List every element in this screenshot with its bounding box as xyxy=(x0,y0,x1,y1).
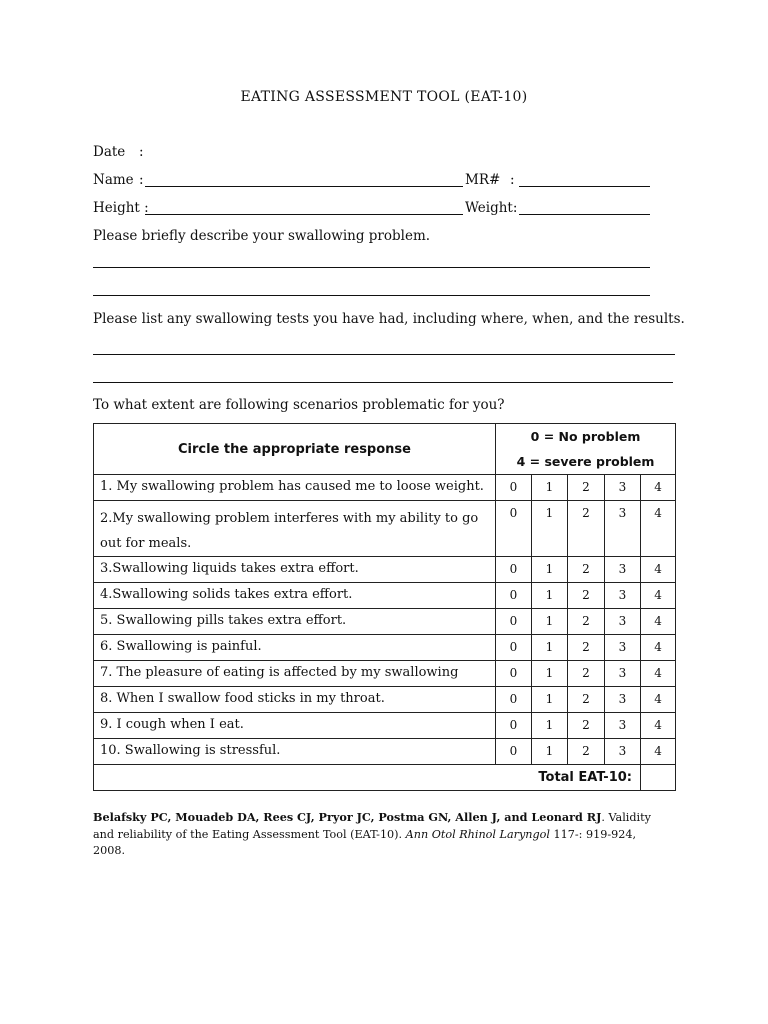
name-colon: : xyxy=(139,172,144,188)
question-text: 6. Swallowing is painful. xyxy=(94,635,496,661)
score-option-1[interactable]: 1 xyxy=(532,583,568,609)
question-row xyxy=(94,609,676,635)
question-text: 4.Swallowing solids takes extra effort. xyxy=(94,583,496,609)
scale-max-legend: 4 = severe problem xyxy=(516,454,655,469)
score-option-1[interactable]: 1 xyxy=(532,475,568,501)
score-option-3[interactable]: 3 xyxy=(605,687,641,713)
question-text: 2.My swallowing problem interferes with my ability to go out for meals. xyxy=(94,501,496,557)
score-option-1[interactable]: 1 xyxy=(532,661,568,687)
score-option-4[interactable]: 4 xyxy=(641,739,676,765)
extent-prompt: To what extent are following scenarios problematic for you? xyxy=(93,397,505,413)
score-option-4[interactable]: 4 xyxy=(641,609,676,635)
describe-prompt: Please briefly describe your swallowing problem. xyxy=(93,228,431,244)
question-row xyxy=(94,713,676,739)
score-option-4[interactable]: 4 xyxy=(641,475,676,501)
weight-field[interactable] xyxy=(519,214,650,215)
total-value[interactable] xyxy=(641,765,676,791)
describe-line-2[interactable] xyxy=(93,295,650,296)
score-option-3[interactable]: 3 xyxy=(605,661,641,687)
date-label: Date xyxy=(93,144,126,160)
question-text: 8. When I swallow food sticks in my throat. xyxy=(94,687,496,713)
reference-journal: Ann Otol Rhinol Laryngol xyxy=(405,827,550,841)
score-option-4[interactable]: 4 xyxy=(641,713,676,739)
score-option-0[interactable]: 0 xyxy=(496,475,532,501)
score-option-2[interactable]: 2 xyxy=(568,713,605,739)
height-field[interactable] xyxy=(145,214,463,215)
question-text: 10. Swallowing is stressful. xyxy=(94,739,496,765)
question-row xyxy=(94,557,676,583)
header-scale xyxy=(496,424,676,475)
score-option-2[interactable]: 2 xyxy=(568,501,605,557)
score-option-0[interactable]: 0 xyxy=(496,713,532,739)
question-text: 1. My swallowing problem has caused me to loose weight. xyxy=(94,475,496,501)
height-label: Height : xyxy=(93,200,149,216)
mr-colon: : xyxy=(510,172,515,188)
question-row xyxy=(94,661,676,687)
mr-label: MR# xyxy=(465,172,501,188)
score-option-2[interactable]: 2 xyxy=(568,687,605,713)
reference-text: . Validity and reliability of the Eating Assessment Tool (EAT-10). xyxy=(93,811,651,841)
score-option-4[interactable]: 4 xyxy=(641,557,676,583)
score-option-2[interactable]: 2 xyxy=(568,475,605,501)
question-row xyxy=(94,739,676,765)
score-option-1[interactable]: 1 xyxy=(532,501,568,557)
question-text: 9. I cough when I eat. xyxy=(94,713,496,739)
date-colon: : xyxy=(139,144,144,160)
question-row xyxy=(94,475,676,501)
score-option-3[interactable]: 3 xyxy=(605,635,641,661)
name-field[interactable] xyxy=(145,186,463,187)
question-row xyxy=(94,501,676,557)
score-option-3[interactable]: 3 xyxy=(605,609,641,635)
header-instruction: Circle the appropriate response xyxy=(94,424,496,475)
tests-line-2[interactable] xyxy=(93,382,673,383)
total-label: Total EAT-10: xyxy=(94,765,641,791)
score-option-1[interactable]: 1 xyxy=(532,609,568,635)
question-row xyxy=(94,687,676,713)
scale-min-legend: 0 = No problem xyxy=(530,429,641,444)
score-option-0[interactable]: 0 xyxy=(496,501,532,557)
score-option-2[interactable]: 2 xyxy=(568,609,605,635)
reference-citation: 117-: 919-924, 2008. xyxy=(93,827,637,857)
score-option-2[interactable]: 2 xyxy=(568,739,605,765)
total-row xyxy=(94,765,676,791)
score-option-1[interactable]: 1 xyxy=(532,687,568,713)
score-option-2[interactable]: 2 xyxy=(568,635,605,661)
tests-prompt: Please list any swallowing tests you have had, including where, when, and the results. xyxy=(93,311,685,327)
score-option-4[interactable]: 4 xyxy=(641,687,676,713)
eat10-table xyxy=(93,423,676,791)
score-option-0[interactable]: 0 xyxy=(496,739,532,765)
score-option-2[interactable]: 2 xyxy=(568,583,605,609)
weight-label: Weight: xyxy=(465,200,518,216)
score-option-2[interactable]: 2 xyxy=(568,557,605,583)
reference-authors: Belafsky PC, Mouadeb DA, Rees CJ, Pryor JC, Postma GN, Allen J, and Leonard RJ xyxy=(93,810,602,824)
score-option-1[interactable]: 1 xyxy=(532,739,568,765)
score-option-1[interactable]: 1 xyxy=(532,557,568,583)
question-text: 3.Swallowing liquids takes extra effort. xyxy=(94,557,496,583)
score-option-0[interactable]: 0 xyxy=(496,635,532,661)
mr-field[interactable] xyxy=(519,186,650,187)
question-text: 7. The pleasure of eating is affected by my swallowing xyxy=(94,661,496,687)
score-option-2[interactable]: 2 xyxy=(568,661,605,687)
question-text: 5. Swallowing pills takes extra effort. xyxy=(94,609,496,635)
score-option-0[interactable]: 0 xyxy=(496,661,532,687)
score-option-3[interactable]: 3 xyxy=(605,583,641,609)
score-option-4[interactable]: 4 xyxy=(641,635,676,661)
score-option-0[interactable]: 0 xyxy=(496,687,532,713)
score-option-3[interactable]: 3 xyxy=(605,501,641,557)
question-row xyxy=(94,583,676,609)
table-header-row xyxy=(94,424,676,475)
name-label: Name xyxy=(93,172,134,188)
score-option-3[interactable]: 3 xyxy=(605,739,641,765)
page-title: EATING ASSESSMENT TOOL (EAT-10) xyxy=(240,89,528,105)
score-option-4[interactable]: 4 xyxy=(641,501,676,557)
score-option-0[interactable]: 0 xyxy=(496,609,532,635)
score-option-3[interactable]: 3 xyxy=(605,557,641,583)
score-option-3[interactable]: 3 xyxy=(605,475,641,501)
score-option-1[interactable]: 1 xyxy=(532,635,568,661)
tests-line-1[interactable] xyxy=(93,354,675,355)
score-option-4[interactable]: 4 xyxy=(641,661,676,687)
score-option-4[interactable]: 4 xyxy=(641,583,676,609)
question-row xyxy=(94,635,676,661)
describe-line-1[interactable] xyxy=(93,267,650,268)
score-option-1[interactable]: 1 xyxy=(532,713,568,739)
score-option-0[interactable]: 0 xyxy=(496,583,532,609)
score-option-0[interactable]: 0 xyxy=(496,557,532,583)
reference xyxy=(93,809,653,860)
score-option-3[interactable]: 3 xyxy=(605,713,641,739)
